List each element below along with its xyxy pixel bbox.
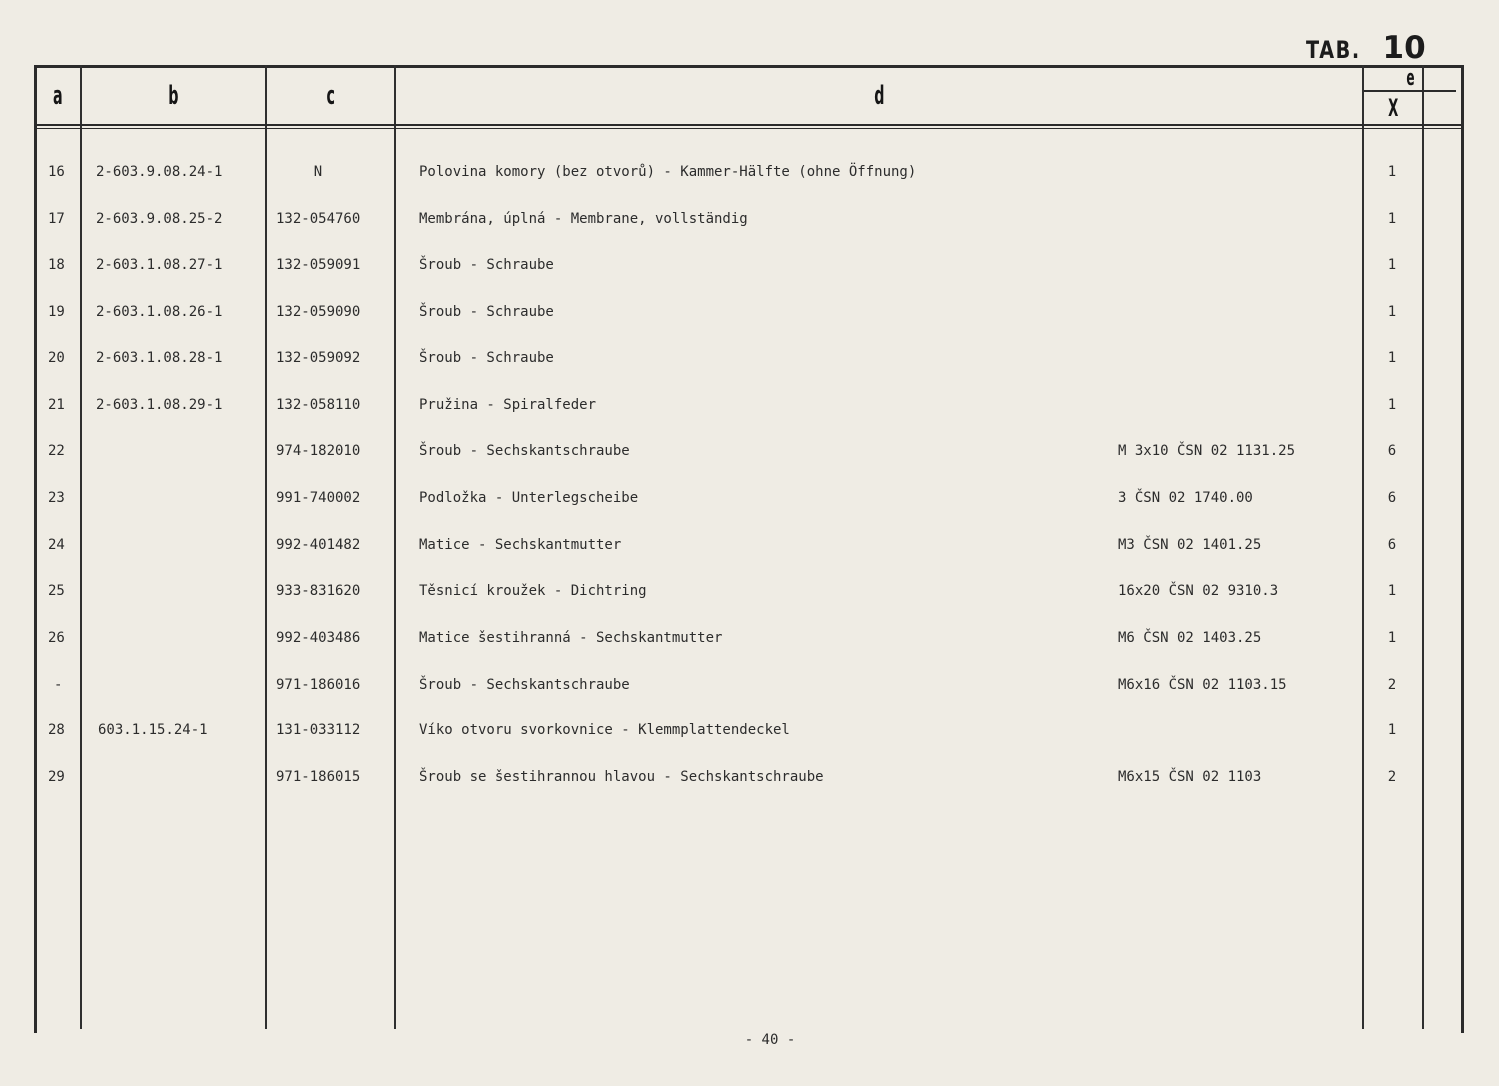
row-norm: M3 ČSN 02 1401.25 xyxy=(1118,537,1262,553)
table-row xyxy=(0,579,1499,603)
row-quantity: 1 xyxy=(1387,722,1397,738)
row-description: Víko otvoru svorkovnice - Klemmplattendeckel xyxy=(419,722,790,738)
column-header-d: d xyxy=(873,81,885,111)
row-quantity: 1 xyxy=(1387,350,1397,366)
table-row xyxy=(0,253,1499,277)
row-description: Matice - Sechskantmutter xyxy=(419,537,622,553)
row-description: Pružina - Spiralfeder xyxy=(419,397,597,413)
column-header-a: a xyxy=(53,81,63,111)
row-part-number: 971-186016 xyxy=(276,677,361,693)
row-quantity: 2 xyxy=(1387,677,1397,693)
row-quantity: 6 xyxy=(1387,443,1397,459)
column-header-c: c xyxy=(326,81,335,111)
table-number-label xyxy=(1306,30,1426,66)
row-description: Těsnicí kroužek - Dichtring xyxy=(419,583,647,599)
row-part-number: 992-403486 xyxy=(276,630,361,646)
row-part-number: 933-831620 xyxy=(276,583,361,599)
table-word: TAB. xyxy=(1306,36,1361,64)
row-quantity: 1 xyxy=(1387,211,1397,227)
row-drawing-number: 2-603.1.08.29-1 xyxy=(96,397,223,413)
table-row xyxy=(0,346,1499,370)
table-row xyxy=(0,533,1499,557)
row-description: Šroub - Schraube xyxy=(419,304,554,320)
row-description: Podložka - Unterlegscheibe xyxy=(419,490,639,506)
row-norm: M6 ČSN 02 1403.25 xyxy=(1118,630,1262,646)
table-row xyxy=(0,393,1499,417)
row-description: Šroub - Schraube xyxy=(419,350,554,366)
row-quantity: 1 xyxy=(1387,257,1397,273)
row-norm: 3 ČSN 02 1740.00 xyxy=(1118,490,1253,506)
row-position: 29 xyxy=(48,769,65,785)
row-position: 25 xyxy=(48,583,65,599)
row-position: - xyxy=(54,677,63,693)
row-position: 17 xyxy=(48,211,65,227)
row-position: 22 xyxy=(48,443,65,459)
table-row xyxy=(0,765,1499,789)
row-description: Šroub se šestihrannou hlavou - Sechskantschraube xyxy=(419,769,824,785)
row-part-number: N xyxy=(313,164,323,180)
table-number: 10 xyxy=(1382,30,1426,66)
column-header-e: e xyxy=(1405,65,1415,91)
column-header-x: X xyxy=(1387,94,1399,122)
row-quantity: 2 xyxy=(1387,769,1397,785)
row-drawing-number: 2-603.9.08.24-1 xyxy=(96,164,223,180)
row-drawing-number: 603.1.15.24-1 xyxy=(98,722,208,738)
row-part-number: 132-059092 xyxy=(276,350,361,366)
row-quantity: 1 xyxy=(1387,397,1397,413)
table-row xyxy=(0,718,1499,742)
header-rule xyxy=(34,128,1461,129)
row-description: Membrána, úplná - Membrane, vollständig xyxy=(419,211,748,227)
row-norm: 16x20 ČSN 02 9310.3 xyxy=(1118,583,1279,599)
table-row xyxy=(0,207,1499,231)
row-norm: M 3x10 ČSN 02 1131.25 xyxy=(1118,443,1296,459)
row-quantity: 1 xyxy=(1387,630,1397,646)
row-position: 23 xyxy=(48,490,65,506)
row-part-number: 974-182010 xyxy=(276,443,361,459)
row-quantity: 1 xyxy=(1387,583,1397,599)
table-row xyxy=(0,626,1499,650)
row-description: Polovina komory (bez otvorů) - Kammer-Hälfte (ohne Öffnung) xyxy=(419,164,917,180)
row-quantity: 6 xyxy=(1387,537,1397,553)
row-part-number: 132-054760 xyxy=(276,211,361,227)
row-part-number: 992-401482 xyxy=(276,537,361,553)
row-norm: M6x15 ČSN 02 1103 xyxy=(1118,769,1262,785)
row-part-number: 132-059091 xyxy=(276,257,361,273)
table-row xyxy=(0,439,1499,463)
row-description: Šroub - Sechskantschraube xyxy=(419,677,630,693)
row-position: 16 xyxy=(48,164,65,180)
header-rule xyxy=(34,124,1461,126)
row-drawing-number: 2-603.1.08.26-1 xyxy=(96,304,223,320)
page-number: - 40 - xyxy=(744,1032,796,1048)
row-description: Matice šestihranná - Sechskantmutter xyxy=(419,630,723,646)
table-row xyxy=(0,673,1499,697)
row-position: 18 xyxy=(48,257,65,273)
row-quantity: 1 xyxy=(1387,304,1397,320)
row-position: 20 xyxy=(48,350,65,366)
row-position: 21 xyxy=(48,397,65,413)
row-drawing-number: 2-603.1.08.27-1 xyxy=(96,257,223,273)
table-row xyxy=(0,160,1499,184)
row-drawing-number: 2-603.9.08.25-2 xyxy=(96,211,223,227)
table-row xyxy=(0,486,1499,510)
row-quantity: 1 xyxy=(1387,164,1397,180)
row-position: 26 xyxy=(48,630,65,646)
row-part-number: 132-058110 xyxy=(276,397,361,413)
row-description: Šroub - Schraube xyxy=(419,257,554,273)
row-position: 28 xyxy=(48,722,65,738)
row-quantity: 6 xyxy=(1387,490,1397,506)
row-drawing-number: 2-603.1.08.28-1 xyxy=(96,350,223,366)
table-row xyxy=(0,300,1499,324)
row-description: Šroub - Sechskantschraube xyxy=(419,443,630,459)
row-position: 24 xyxy=(48,537,65,553)
row-norm: M6x16 ČSN 02 1103.15 xyxy=(1118,677,1287,693)
row-part-number: 131-033112 xyxy=(276,722,361,738)
row-part-number: 971-186015 xyxy=(276,769,361,785)
row-part-number: 991-740002 xyxy=(276,490,361,506)
row-position: 19 xyxy=(48,304,65,320)
column-header-b: b xyxy=(168,81,179,111)
row-part-number: 132-059090 xyxy=(276,304,361,320)
